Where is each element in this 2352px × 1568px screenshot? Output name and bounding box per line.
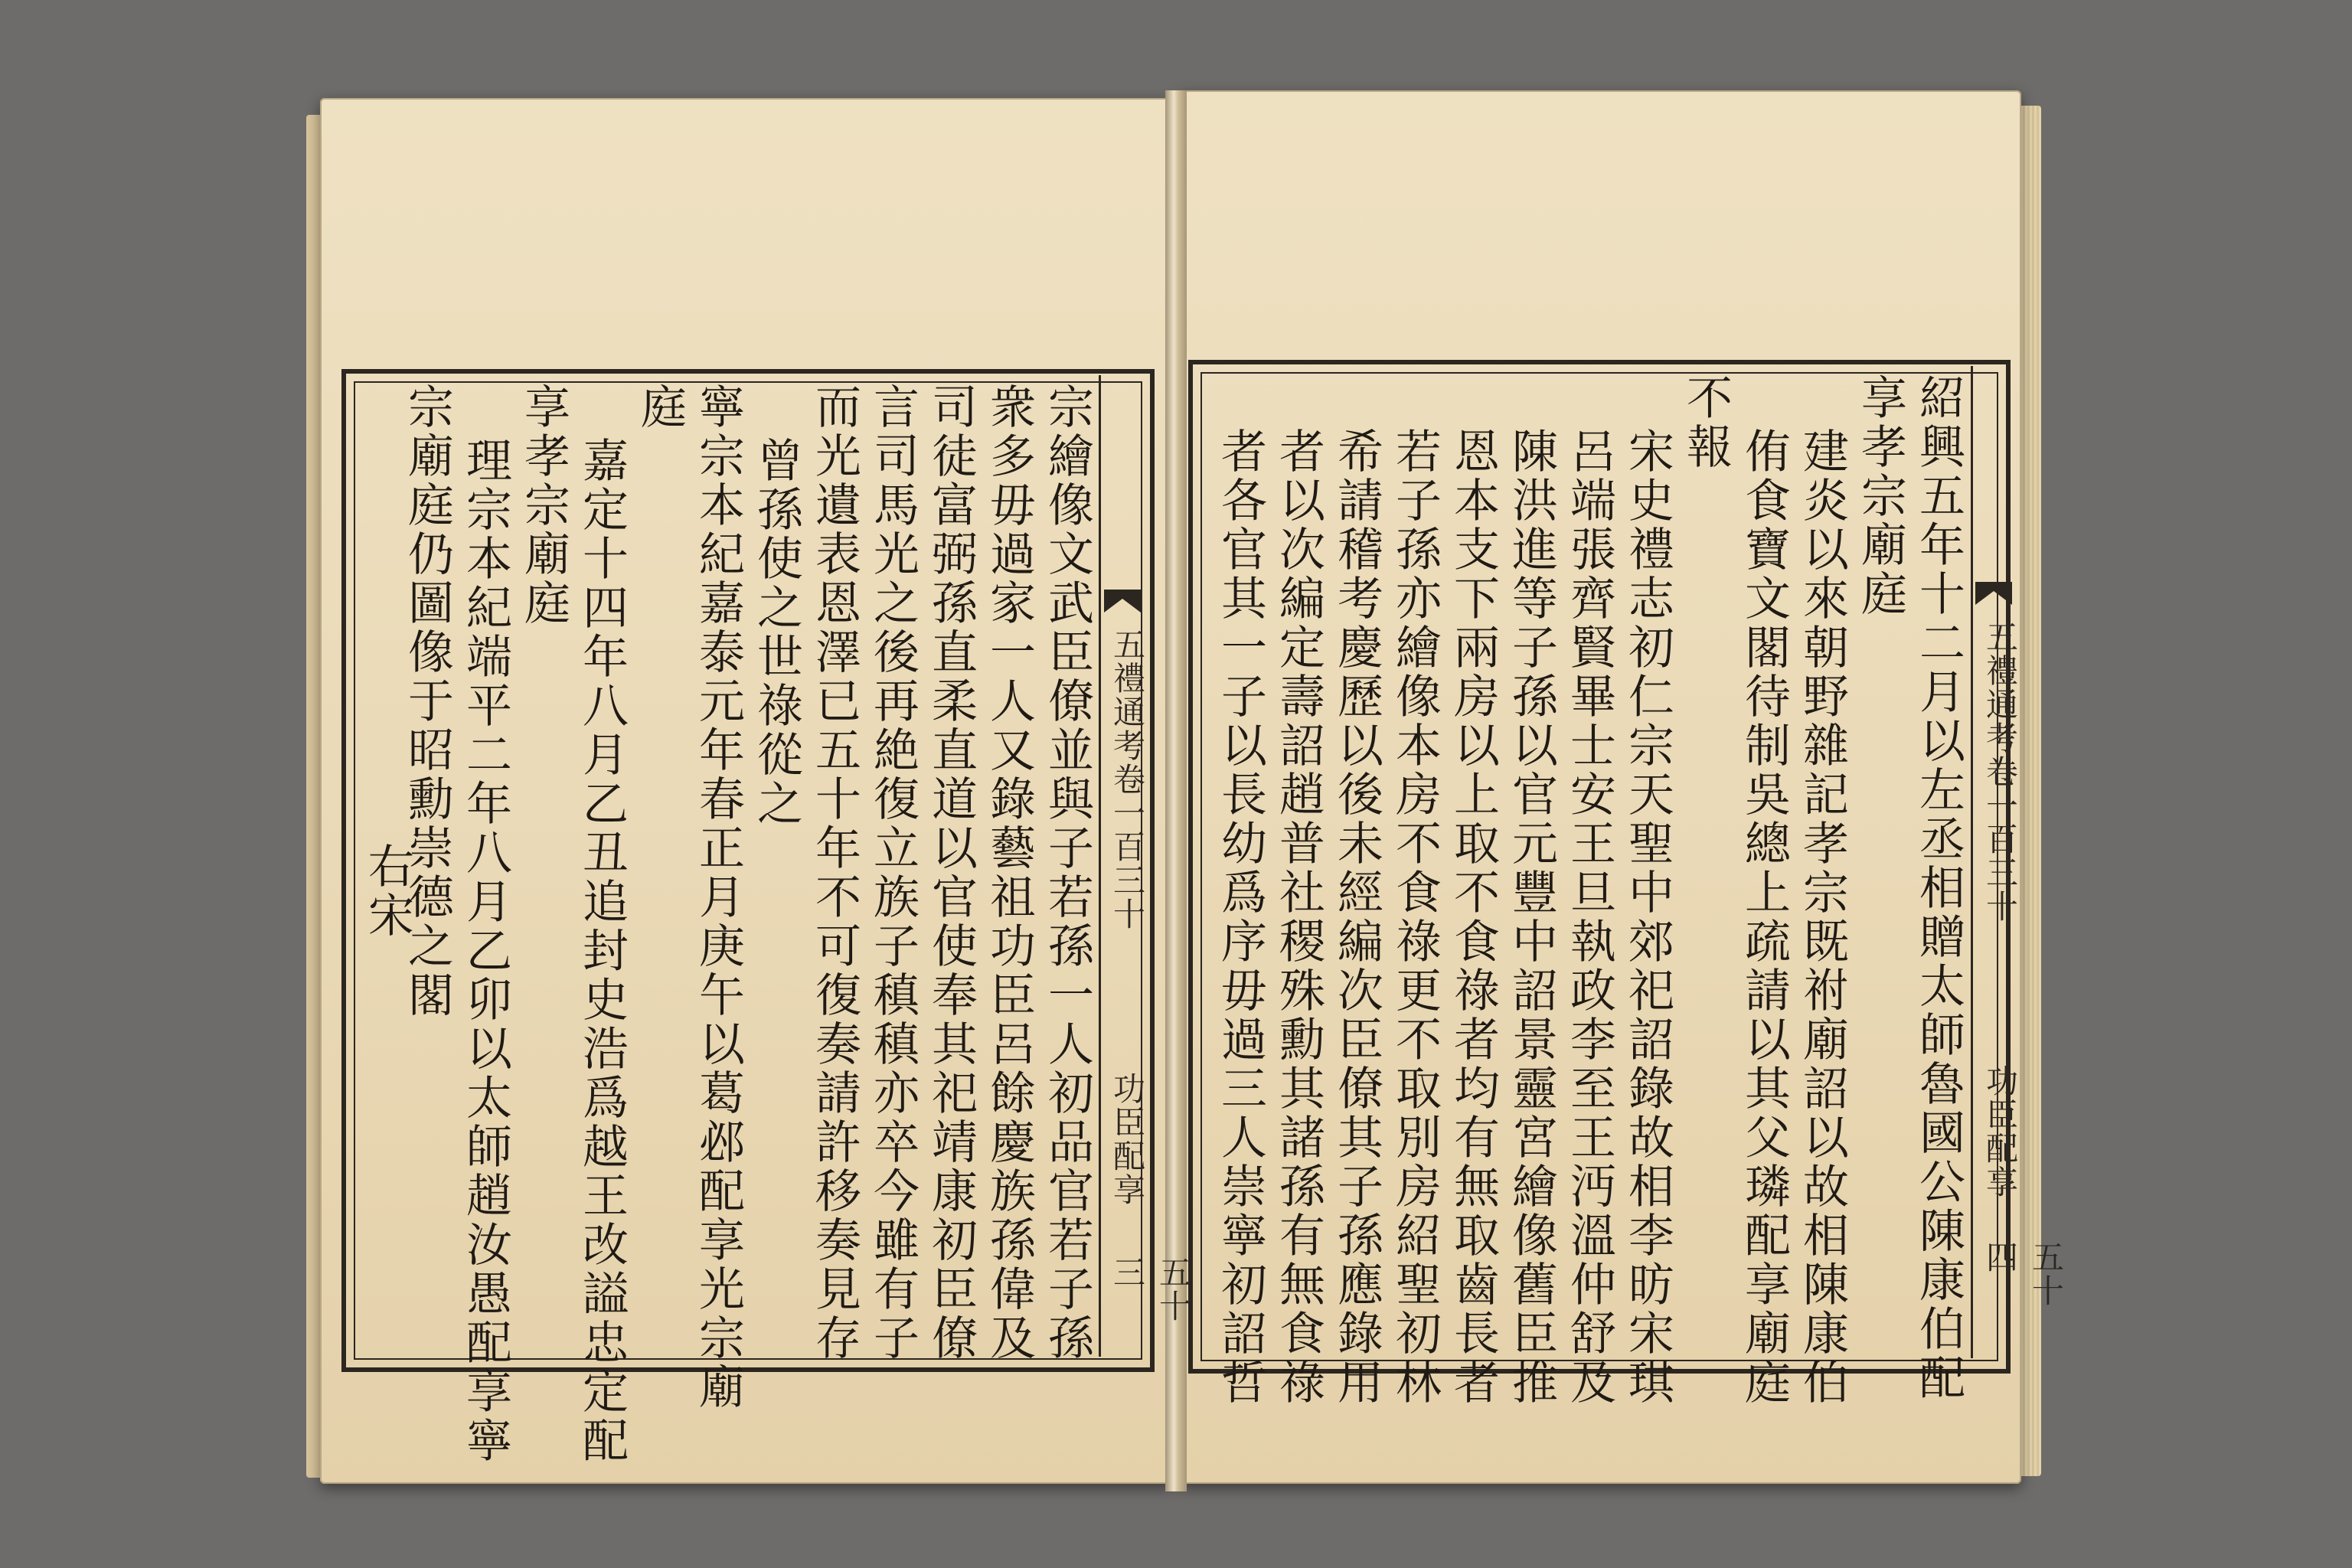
right-margin-title: 五禮通考卷一百三十 [1981,620,2019,923]
right-col-10: 若子孫亦繪像本房不食祿更不取別房紹聖初林 [1388,427,1442,1407]
left-col-4: 言司馬光之後再絶復立族子稹稹亦卒今雖有子 [866,383,920,1363]
right-col-5: 不報 [1679,374,1733,472]
left-margin-rule [1099,375,1101,1357]
left-col-9: 嘉定十四年八月乙丑追封史浩爲越王改謚忠定配 [575,436,629,1465]
right-col-13: 者各官其一子以長幼爲序毋過三人崇寧初詔哲 [1214,427,1267,1407]
left-margin-section: 功臣配享 [1109,1072,1146,1207]
left-col-11: 理宗本紀端平二年八月乙卯以太師趙汝愚配享寧 [459,436,512,1465]
right-col-8: 陳洪進等子孫以官元豐中詔景靈宮繪像舊臣推 [1504,427,1558,1407]
right-margin-rule [1971,366,1973,1358]
left-col-12: 宗廟庭仍圖像于昭勳崇德之閣 [400,383,454,1020]
left-margin-title: 五禮通考卷一百三十 [1109,628,1146,931]
right-margin-section: 功臣配享 [1981,1064,2019,1199]
left-col-13: 右宋 [361,842,414,940]
right-col-7: 呂端張齊賢畢士安王旦執政李至王沔溫仲舒及 [1563,427,1616,1407]
right-col-2: 享孝宗廟庭 [1854,374,1907,619]
left-col-2: 衆多毋過家一人又錄藝祖功臣呂餘慶族孫偉及 [982,383,1036,1363]
left-col-10: 享孝宗廟庭 [517,383,570,628]
right-col-11: 希請稽考慶歷以後未經編次臣僚其子孫應錄用 [1330,427,1383,1407]
left-col-1: 宗繪像文武臣僚並與子若孫一人初品官若子孫 [1040,383,1094,1363]
left-col-3: 司徒富弼孫直柔直道以官使奉其祀靖康初臣僚 [924,383,978,1363]
left-col-6: 曾孫使之世祿從之 [750,436,803,828]
left-col-8: 庭 [633,383,687,432]
right-col-9: 恩本支下兩房以上取不食祿者均有無取齒長者 [1446,427,1500,1407]
right-margin-folio: 五十四 [1981,1240,2065,1308]
right-col-12: 者以次編定壽詔趙普社稷殊勳其諸孫有無食祿 [1272,427,1325,1407]
right-col-6: 宋史禮志初仁宗天聖中郊祀詔錄故相李昉宋琪 [1621,427,1674,1407]
right-col-4: 侑食寶文閣待制吳總上疏請以其父璘配享廟庭 [1737,427,1791,1407]
left-margin-folio: 五十三 [1109,1256,1192,1323]
left-col-5: 而光遺表恩澤已五十年不可復奏請許移奏見存 [808,383,861,1363]
left-col-7: 寧宗本紀嘉泰元年春正月庚午以葛邲配享光宗廟 [691,383,745,1412]
right-col-1: 紹興五年十二月以左丞相贈太師魯國公陳康伯配 [1912,374,1965,1403]
right-col-3: 建炎以來朝野雜記孝宗既祔廟詔以故相陳康伯 [1795,427,1849,1407]
